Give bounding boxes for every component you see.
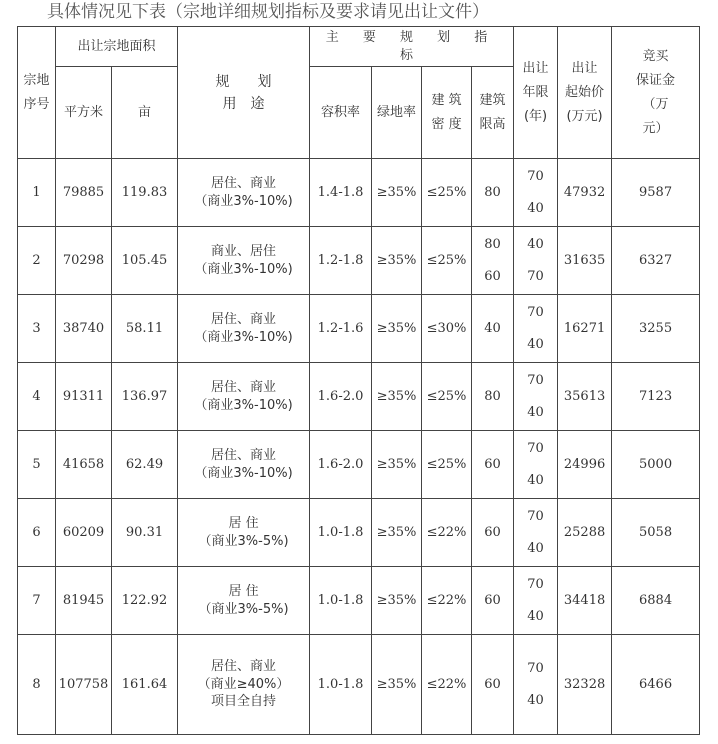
cell-plot-ratio: 1.0-1.8 xyxy=(310,567,372,635)
table-row xyxy=(18,295,700,363)
cell-use xyxy=(178,567,310,635)
cell-height xyxy=(472,567,514,635)
cell-term-line: 70 xyxy=(527,508,544,524)
header-row-1 xyxy=(18,27,700,67)
header-density: 建 筑 密 度 xyxy=(422,67,472,159)
header-area-mu: 亩 xyxy=(112,67,178,159)
cell-use xyxy=(178,295,310,363)
cell-area-sqm: 70298 xyxy=(56,227,112,295)
cell-green-rate: ≥35% xyxy=(372,363,422,431)
cell-plot-ratio: 1.0-1.8 xyxy=(310,499,372,567)
cell-use-line: （商业3%-10%) xyxy=(194,397,293,413)
cell-term xyxy=(514,431,558,499)
cell-deposit: 9587 xyxy=(612,159,700,227)
header-start-price: 出让 起始价 (万元) xyxy=(558,27,612,159)
cell-green-rate: ≥35% xyxy=(372,227,422,295)
cell-height xyxy=(472,635,514,735)
cell-plot-ratio: 1.6-2.0 xyxy=(310,363,372,431)
cell-height xyxy=(472,159,514,227)
cell-term-line: 40 xyxy=(527,608,544,624)
cell-seq: 1 xyxy=(18,159,56,227)
cell-area-mu: 136.97 xyxy=(112,363,178,431)
cell-density: ≤25% xyxy=(422,431,472,499)
cell-use-line: 居住、商业 xyxy=(211,175,277,191)
cell-area-sqm: 79885 xyxy=(56,159,112,227)
header-deposit: 竞买 保证金 （万 元） xyxy=(612,27,700,159)
cell-area-mu: 105.45 xyxy=(112,227,178,295)
cell-area-sqm: 60209 xyxy=(56,499,112,567)
cell-height-line: 60 xyxy=(484,592,501,608)
cell-area-mu: 161.64 xyxy=(112,635,178,735)
cell-use-line: （商业3%-10%) xyxy=(194,193,293,209)
header-area-group: 出让宗地面积 xyxy=(56,27,178,67)
cell-density: ≤25% xyxy=(422,227,472,295)
cell-start-price: 31635 xyxy=(558,227,612,295)
cell-height-line: 80 xyxy=(484,184,501,200)
cell-seq: 3 xyxy=(18,295,56,363)
land-parcel-table xyxy=(17,26,700,735)
cell-use-line: （商业3%-10%) xyxy=(194,329,293,345)
cell-term-line: 70 xyxy=(527,268,544,284)
cell-term-line: 70 xyxy=(527,576,544,592)
cell-term xyxy=(514,499,558,567)
cell-use-line: 居住、商业 xyxy=(211,659,277,675)
cell-use-line: 居住、商业 xyxy=(211,379,277,395)
cell-green-rate: ≥35% xyxy=(372,499,422,567)
cell-start-price: 25288 xyxy=(558,499,612,567)
cell-green-rate: ≥35% xyxy=(372,431,422,499)
cell-area-sqm: 107758 xyxy=(56,635,112,735)
table-row xyxy=(18,567,700,635)
cell-term xyxy=(514,567,558,635)
cell-term xyxy=(514,295,558,363)
cell-start-price: 34418 xyxy=(558,567,612,635)
header-term: 出让 年限 (年) xyxy=(514,27,558,159)
cell-area-sqm: 38740 xyxy=(56,295,112,363)
header-green-rate: 绿地率 xyxy=(372,67,422,159)
cell-use xyxy=(178,635,310,735)
cell-area-mu: 122.92 xyxy=(112,567,178,635)
cell-plot-ratio: 1.0-1.8 xyxy=(310,635,372,735)
cell-start-price: 16271 xyxy=(558,295,612,363)
cell-term-line: 70 xyxy=(527,304,544,320)
cell-use-line: （商业3%-5%) xyxy=(198,533,289,549)
cell-area-mu: 90.31 xyxy=(112,499,178,567)
cell-use-line: （商业3%-10%) xyxy=(194,261,293,277)
cell-deposit: 6327 xyxy=(612,227,700,295)
cell-term-line: 40 xyxy=(527,336,544,352)
cell-seq: 2 xyxy=(18,227,56,295)
cell-area-mu: 119.83 xyxy=(112,159,178,227)
table-row xyxy=(18,159,700,227)
cell-use xyxy=(178,227,310,295)
cell-density: ≤25% xyxy=(422,159,472,227)
cell-term-line: 40 xyxy=(527,404,544,420)
cell-green-rate: ≥35% xyxy=(372,567,422,635)
cell-use-line: 居 住 xyxy=(228,515,259,531)
cell-use-line: （商业≥40%） xyxy=(197,676,290,692)
cell-use-line: 居住、商业 xyxy=(211,311,277,327)
cell-height xyxy=(472,499,514,567)
cell-use-line: 居住、商业 xyxy=(211,447,277,463)
table-row xyxy=(18,431,700,499)
cell-area-mu: 62.49 xyxy=(112,431,178,499)
cell-height-line: 60 xyxy=(484,676,501,692)
cell-term-line: 40 xyxy=(527,472,544,488)
cell-term xyxy=(514,635,558,735)
cell-deposit: 5000 xyxy=(612,431,700,499)
cell-deposit: 6884 xyxy=(612,567,700,635)
cell-density: ≤22% xyxy=(422,499,472,567)
cell-start-price: 24996 xyxy=(558,431,612,499)
cell-green-rate: ≥35% xyxy=(372,635,422,735)
cell-seq: 6 xyxy=(18,499,56,567)
cell-density: ≤22% xyxy=(422,567,472,635)
cell-term xyxy=(514,159,558,227)
cell-use xyxy=(178,499,310,567)
cell-height-line: 40 xyxy=(484,320,501,336)
cell-term-line: 40 xyxy=(527,540,544,556)
header-seq: 宗地 序号 xyxy=(18,27,56,159)
cell-start-price: 35613 xyxy=(558,363,612,431)
cell-height xyxy=(472,227,514,295)
table-caption: 具体情况见下表（宗地详细规划指标及要求请见出让文件） xyxy=(47,2,489,22)
cell-use-line: 居 住 xyxy=(228,583,259,599)
cell-density: ≤22% xyxy=(422,635,472,735)
cell-height xyxy=(472,363,514,431)
cell-height-line: 60 xyxy=(484,268,501,284)
cell-height xyxy=(472,431,514,499)
header-indicators-group: 主 要 规 划 指 标 xyxy=(310,27,514,67)
cell-green-rate: ≥35% xyxy=(372,295,422,363)
header-use: 规 划 用 途 xyxy=(178,27,310,159)
cell-term-line: 70 xyxy=(527,168,544,184)
header-height: 建筑 限高 xyxy=(472,67,514,159)
cell-height-line: 60 xyxy=(484,456,501,472)
cell-use xyxy=(178,159,310,227)
cell-area-sqm: 41658 xyxy=(56,431,112,499)
cell-height-line: 60 xyxy=(484,524,501,540)
cell-use xyxy=(178,431,310,499)
cell-term-line: 40 xyxy=(527,200,544,216)
cell-plot-ratio: 1.6-2.0 xyxy=(310,431,372,499)
cell-density: ≤25% xyxy=(422,363,472,431)
cell-term-line: 40 xyxy=(527,236,544,252)
cell-term-line: 40 xyxy=(527,692,544,708)
cell-height-line: 80 xyxy=(484,388,501,404)
cell-deposit: 3255 xyxy=(612,295,700,363)
cell-seq: 4 xyxy=(18,363,56,431)
header-area-sqm: 平方米 xyxy=(56,67,112,159)
cell-density: ≤30% xyxy=(422,295,472,363)
cell-plot-ratio: 1.2-1.6 xyxy=(310,295,372,363)
table-row xyxy=(18,363,700,431)
cell-deposit: 6466 xyxy=(612,635,700,735)
cell-green-rate: ≥35% xyxy=(372,159,422,227)
cell-start-price: 32328 xyxy=(558,635,612,735)
cell-start-price: 47932 xyxy=(558,159,612,227)
cell-term xyxy=(514,363,558,431)
cell-use-line: 商业、居住 xyxy=(211,243,277,259)
cell-height-line: 80 xyxy=(484,236,501,252)
cell-height xyxy=(472,295,514,363)
cell-seq: 8 xyxy=(18,635,56,735)
cell-term-line: 70 xyxy=(527,372,544,388)
cell-area-sqm: 81945 xyxy=(56,567,112,635)
cell-area-sqm: 91311 xyxy=(56,363,112,431)
cell-use-line: （商业3%-5%) xyxy=(198,601,289,617)
cell-use xyxy=(178,363,310,431)
cell-deposit: 5058 xyxy=(612,499,700,567)
table-row xyxy=(18,227,700,295)
cell-seq: 7 xyxy=(18,567,56,635)
cell-term-line: 70 xyxy=(527,440,544,456)
cell-deposit: 7123 xyxy=(612,363,700,431)
cell-plot-ratio: 1.2-1.8 xyxy=(310,227,372,295)
cell-use-line: （商业3%-10%) xyxy=(194,465,293,481)
cell-plot-ratio: 1.4-1.8 xyxy=(310,159,372,227)
cell-term-line: 70 xyxy=(527,660,544,676)
cell-term xyxy=(514,227,558,295)
table-row xyxy=(18,635,700,735)
cell-area-mu: 58.11 xyxy=(112,295,178,363)
cell-seq: 5 xyxy=(18,431,56,499)
cell-use-line: 项目全自持 xyxy=(211,694,277,710)
header-plot-ratio: 容积率 xyxy=(310,67,372,159)
table-row xyxy=(18,499,700,567)
